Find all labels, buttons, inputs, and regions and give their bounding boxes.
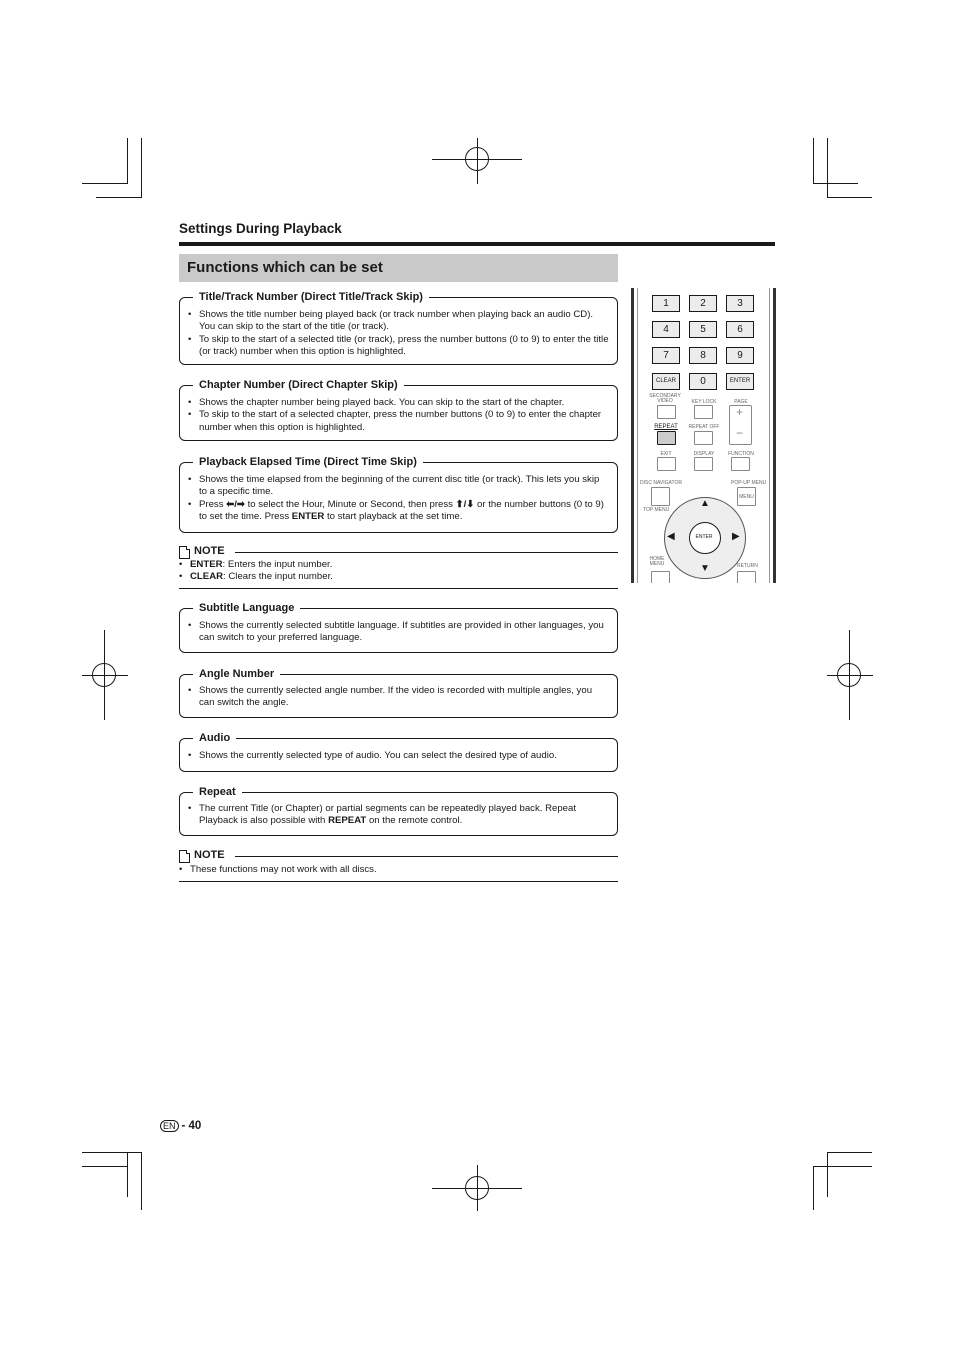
note-block [179,545,618,589]
note-bottom-rule [179,588,618,589]
note-text: : Clears the input number. [223,571,333,582]
note-text: : Enters the input number. [222,559,333,570]
bullet-item: • Shows the time elapsed from the beginning of the current disc title (or track). This lets you skip to a specific time. [188,474,609,499]
note-label: NOTE [194,545,225,557]
remote-button-enter: ENTER [726,373,754,390]
note-block [179,849,618,882]
note-item [179,571,618,583]
title-bar [179,254,618,282]
remote-button-return [737,571,756,583]
note-icon [179,546,190,559]
page-number [160,1120,201,1132]
language-badge: EN [160,1120,179,1132]
remote-button-key-lock [694,405,713,419]
remote-button-repeat [657,431,676,445]
box-title: Angle Number [193,667,280,681]
label-top-menu: TOP MENU [643,507,670,513]
box-repeat [179,786,618,836]
note-key: ENTER [190,559,223,570]
remote-button-exit [657,457,676,471]
label-return: RETURN [737,563,758,569]
label-exit: EXIT [660,451,672,457]
arrow-down-icon: ▼ [700,563,710,574]
repeat-key: REPEAT [328,815,367,827]
crop-mark [127,1152,128,1197]
remote-button-4: 4 [652,321,680,338]
crop-mark [813,1166,814,1210]
crop-mark [141,138,142,198]
arrow-right-icon: ▶ [732,531,740,542]
crop-mark [827,1152,828,1197]
box-chapter-number [179,379,618,441]
note-icon [179,850,190,863]
note-item [179,559,618,571]
label-enter-center: ENTER [695,534,713,540]
text-press: Press [199,498,224,510]
bullet-item: • To skip to the start of a selected title (or track), press the number buttons (0 to 9) to enter the title (or track) number when this option is highlighted. [188,334,609,359]
box-title: Repeat [193,785,242,799]
crop-mark [813,183,858,184]
note-label: NOTE [194,849,225,861]
label-repeat: REPEAT [654,424,678,430]
text-end: to start playback at the set time. [326,511,463,523]
remote-button-home-menu [651,571,670,583]
crop-mark [827,197,872,198]
note-bottom-rule [179,881,618,882]
note-key: CLEAR [190,571,224,582]
crop-mark [141,1152,142,1210]
label-page: PAGE [734,399,748,405]
note-header [179,545,618,559]
remote-button-6: 6 [726,321,754,338]
crop-mark [82,1152,142,1153]
bullet-list [188,685,609,710]
left-right-arrow-icon: ⬅/➡ [226,498,245,510]
bullet-list [188,474,609,524]
registration-circle [465,147,489,171]
remote-control-illustration [631,288,776,583]
bullet-item [188,499,609,524]
label-display: DISPLAY [693,451,715,457]
text-post: on the remote control. [368,815,463,827]
bullet-list [188,620,609,645]
bullet-item: • Shows the currently selected type of audio. You can select the desired type of audio. [188,750,609,762]
registration-circle [465,1176,489,1200]
box-playback-elapsed-time [179,456,618,533]
note-item: • These functions may not work with all discs. [179,864,618,876]
remote-button-9: 9 [726,347,754,364]
box-title: Playback Elapsed Time (Direct Time Skip) [193,455,423,469]
bullet-item: • Shows the chapter number being played back. You can skip to the start of the chapter. [188,397,609,409]
arrow-up-icon: ▲ [700,498,710,509]
text-tail: or the number buttons (0 to 9) to set the time. Press [199,498,604,523]
page-plus-icon: + [735,405,743,419]
bullet-list [188,309,609,359]
remote-button-display [694,457,713,471]
crop-mark [827,1152,872,1153]
label-function: FUNCTION [728,451,754,457]
page-title: Functions which can be set [187,259,383,276]
remote-button-1: 1 [652,295,680,312]
box-title: Audio [193,731,236,745]
crop-mark [82,183,128,184]
label-popup-menu: POP-UP MENU [731,480,767,486]
box-title-track-number [179,291,618,365]
remote-edge-left [631,288,634,583]
box-title: Chapter Number (Direct Chapter Skip) [193,378,404,392]
label-key-lock: KEY LOCK [691,399,717,405]
remote-button-7: 7 [652,347,680,364]
bullet-list [188,803,609,828]
label-repeat-off: REPEAT OFF [688,424,720,430]
remote-button-0: 0 [689,373,717,390]
page-number-text: - 40 [181,1120,202,1132]
box-subtitle-language [179,602,618,653]
label-home-menu: HOME MENU [649,556,665,567]
page-minus-icon: − [735,426,743,440]
header-rule [179,242,775,246]
box-title: Title/Track Number (Direct Title/Track Skip) [193,290,429,304]
crop-mark [827,138,828,198]
crop-mark [813,1166,872,1167]
remote-button-3: 3 [726,295,754,312]
bullet-item: • Shows the title number being played back (or track number when playing back an audio CD). You can skip to the start of the title (or track). [188,309,609,334]
remote-button-function [731,457,750,471]
remote-button-8: 8 [689,347,717,364]
note-rule [235,856,618,857]
crop-mark [82,1166,128,1167]
bullet-list [188,750,609,762]
remote-button-repeat-off [694,431,713,445]
label-menu: MENU [739,494,754,500]
box-audio [179,732,618,772]
remote-button-2: 2 [689,295,717,312]
crop-mark [96,197,142,198]
section-title: Settings During Playback [179,221,342,236]
remote-button-top-menu [651,487,670,506]
arrow-left-icon: ◀ [667,531,675,542]
registration-circle [837,663,861,687]
up-down-arrow-icon: ⬆/⬇ [455,498,475,510]
remote-button-secondary-video [657,405,676,419]
crop-mark [127,138,128,184]
text-pre: The current Title (or Chapter) or partial segments can be repeatedly played back. Repeat Playback is also possible with [199,803,577,827]
note-rule [235,552,618,553]
bullet-list [188,397,609,434]
text-mid: to select the Hour, Minute or Second, then press [247,498,453,510]
registration-circle [92,663,116,687]
bullet-item: • To skip to the start of a selected chapter, press the number buttons (0 to 9) to enter the chapter number when this option is highlighted. [188,409,609,434]
remote-edge-left-inner [637,288,638,583]
enter-key: ENTER [291,511,325,523]
remote-edge-right-inner [769,288,770,583]
bullet-item [188,803,609,828]
box-angle-number [179,668,618,718]
crop-mark [813,138,814,184]
remote-button-5: 5 [689,321,717,338]
remote-button-clear: CLEAR [652,373,680,390]
note-header [179,849,618,863]
remote-edge-right [773,288,776,583]
bullet-item: • Shows the currently selected angle number. If the video is recorded with multiple angles, you can switch the angle. [188,685,609,710]
label-disc-navigator: DISC NAVIGATOR [640,480,682,486]
box-title: Subtitle Language [193,601,300,615]
label-secondary-video: SECONDARY VIDEO [649,393,681,404]
bullet-item: • Shows the currently selected subtitle language. If subtitles are provided in other languages, you can switch to your preferred language. [188,620,609,645]
